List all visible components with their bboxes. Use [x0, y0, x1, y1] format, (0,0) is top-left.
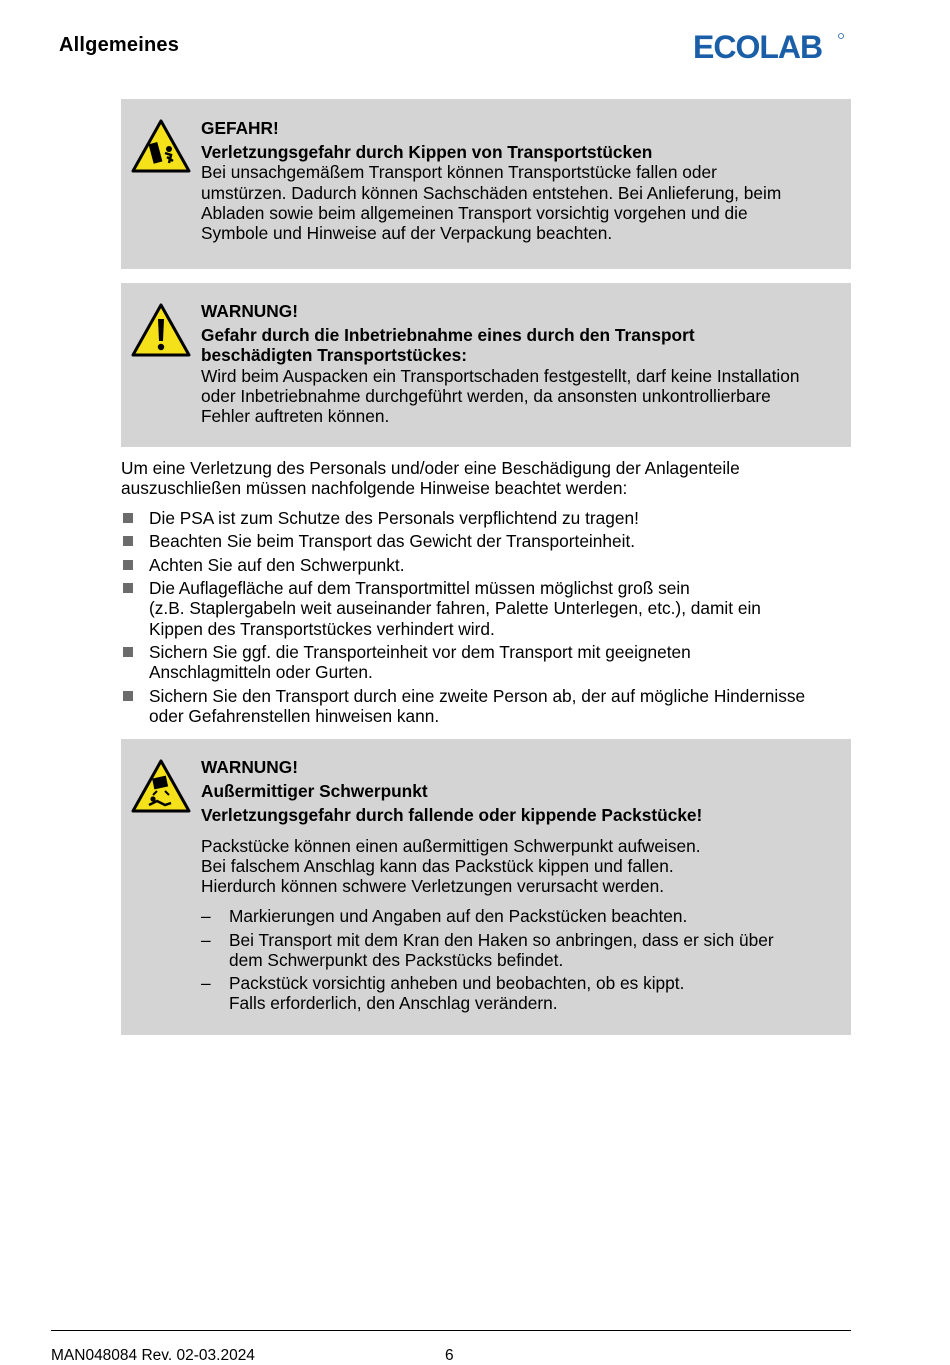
bullet-square-icon [123, 513, 133, 523]
center-of-gravity-warning [121, 739, 851, 1035]
danger-notice [121, 99, 851, 269]
notice-heading: Verletzungsgefahr durch Kippen von Transportstücken [201, 142, 653, 163]
notice-heading: Gefahr durch die Inbetriebnahme eines durch den Transport beschädigten Transportstückes: [201, 325, 695, 366]
notice-body: Packstücke können einen außermittigen Schwerpunkt aufweisen. Bei falschem Anschlag kann das Packstück kippen und fallen. Hierdurch können schwere Verletzungen verursacht werden. [201, 835, 701, 897]
bullet-square-icon [123, 691, 133, 701]
precaution-list [201, 906, 837, 1013]
notice-body: Wird beim Auspacken ein Transportschaden festgestellt, darf keine Installation oder Inbetriebnahme durchgeführt werden, da ansonsten unkontrollierbare Fehler auftreten können. [201, 365, 800, 427]
bullet-square-icon [123, 647, 133, 657]
logo-text: ECOLAB [693, 30, 823, 64]
signal-word: WARNUNG! [201, 757, 298, 777]
ecolab-logo [693, 30, 845, 64]
exclamation-warning-icon [131, 303, 191, 357]
list-item: Beachten Sie beim Transport das Gewicht der Transporteinheit. [121, 531, 851, 551]
list-item: Die Auflagefläche auf dem Transportmittel müssen möglichst groß sein (z.B. Staplergabeln weit auseinander fahren, Palette Unterlegen, etc.), damit ein Kippen des Transportstückes verhindert wird. [121, 578, 851, 639]
bullet-square-icon [123, 536, 133, 546]
list-item: Sichern Sie ggf. die Transporteinheit vor dem Transport mit geeigneten Anschlagmitteln oder Gurten. [121, 642, 851, 682]
list-item: Achten Sie auf den Schwerpunkt. [121, 555, 851, 575]
bullet-square-icon [123, 583, 133, 593]
bullet-square-icon [123, 560, 133, 570]
warning-notice [121, 283, 851, 447]
instruction-list [121, 508, 851, 729]
list-item: – Markierungen und Angaben auf den Packstücken beachten. [201, 906, 688, 927]
section-title: Allgemeines [59, 34, 180, 56]
list-item: – Bei Transport mit dem Kran den Haken so anbringen, dass er sich über dem Schwerpunkt des Packstücks befindet. [201, 929, 774, 970]
page-number: 6 [445, 1347, 454, 1364]
notice-heading: Außermittiger Schwerpunkt [201, 781, 428, 802]
list-item: – Packstück vorsichtig anheben und beobachten, ob es kippt. Falls erforderlich, den Anschlag verändern. [201, 973, 685, 1014]
document-reference: MAN048084 Rev. 02-03.2024 [51, 1347, 255, 1364]
list-item: Die PSA ist zum Schutze des Personals verpflichtend zu tragen! [121, 508, 851, 528]
signal-word: GEFAHR! [201, 118, 279, 138]
falling-load-icon [131, 759, 191, 813]
notice-subheading: Verletzungsgefahr durch fallende oder kippende Packstücke! [201, 805, 703, 826]
footer-divider [51, 1330, 851, 1331]
list-item: Sichern Sie den Transport durch eine zweite Person ab, der auf mögliche Hindernisse oder Gefahrenstellen hinweisen kann. [121, 686, 851, 726]
signal-word: WARNUNG! [201, 301, 298, 321]
intro-paragraph: Um eine Verletzung des Personals und/oder eine Beschädigung der Anlagenteile auszuschließen müssen nachfolgende Hinweise beachtet werden: [121, 458, 740, 499]
notice-body: Bei unsachgemäßem Transport können Transportstücke fallen oder umstürzen. Dadurch können Sachschäden entstehen. Bei Anlieferung, beim Abladen sowie beim allgemeinen Transport vorsichtig vorgehen und die Symbole und Hinweise auf der Verpackung beachten. [201, 162, 782, 244]
tipping-hazard-icon [131, 119, 191, 173]
